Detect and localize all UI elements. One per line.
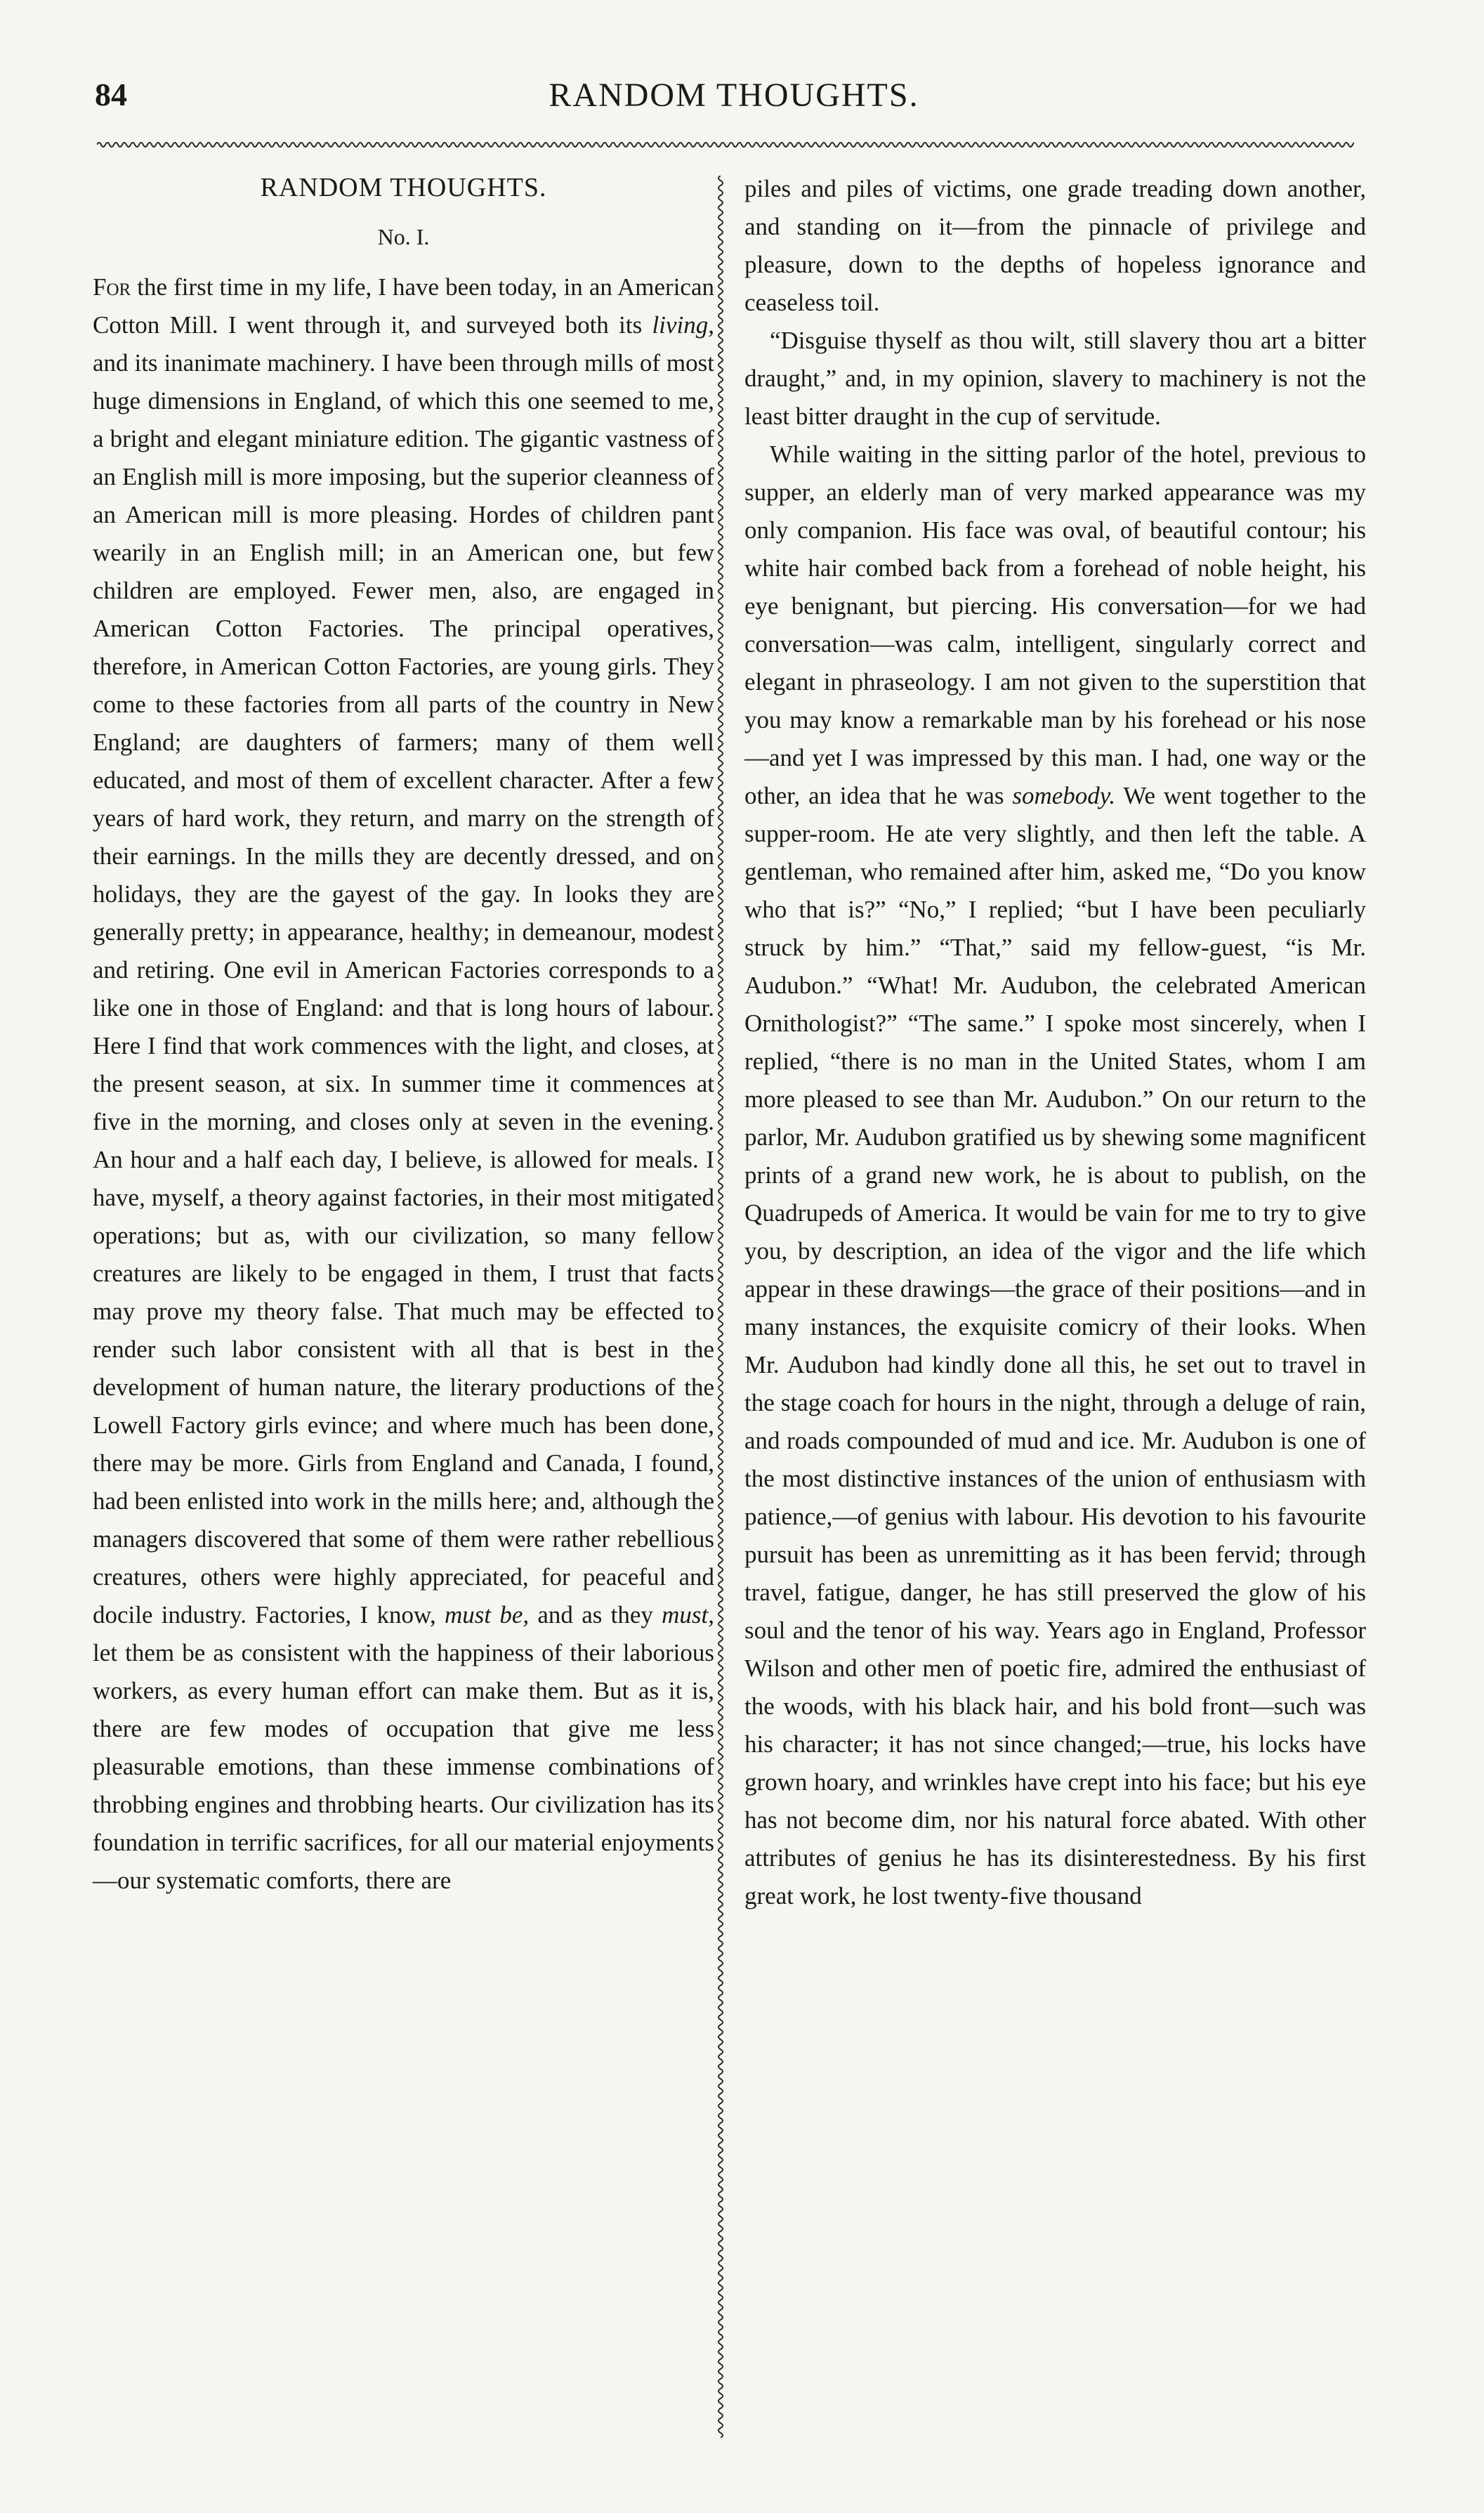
emphasis: must be, [444, 1601, 530, 1628]
running-title: RANDOM THOUGHTS. [549, 77, 919, 114]
paragraph: piles and piles of victims, one grade treading down another, and standing on it—from the pinnacle of privilege and pleasure, down to the depths of hopeless ignorance and ceaseless toil. [744, 175, 1366, 316]
text-run: and as they [529, 1601, 662, 1628]
text-run: let them be as consistent with the happiness of their laborious workers, as every human effort can make them. But as it is, there are few modes of occupation that give me less pleasurable emotions, than these immense combinations of throbbing engines and throbbing hearts. Our civilization has its foundation in terrific sacrifices, for all our material enjoyments—our systematic comforts, there are [93, 1639, 714, 1894]
paragraph: “Disguise thyself as thou wilt, still slavery thou art a bitter draught,” and, in my opinion, slavery to machinery is not the least bitter draught in the cup of servitude. [744, 327, 1366, 430]
header-wavy-rule [97, 139, 1354, 150]
left-column [93, 169, 714, 1900]
paragraph [744, 436, 1366, 1915]
article-number: No. I. [377, 224, 430, 249]
paragraph [93, 268, 714, 1900]
right-column [744, 170, 1366, 1915]
emphasis: somebody. [1012, 782, 1116, 809]
emphasis: living, [652, 311, 714, 339]
running-head [88, 76, 1380, 125]
page-number: 84 [95, 77, 127, 112]
article-title: RANDOM THOUGHTS. [260, 173, 547, 202]
text-run: We went together to the supper-room. He ate very slightly, and then left the table. A gentleman, who remained after him, asked me, “Do you know who that is?” “No,” I replied; “but I have been peculiarly struck by him.” “That,” said my fellow-guest, “is Mr. Audubon.” “What! Mr. Audubon, the celebrated American Ornithologist?” “The same.” I spoke most sincerely, when I replied, “there is no man in the United States, whom I am more pleased to see than Mr. Audubon.” On our return to the parlor, Mr. Audubon gratified us by shewing some magnificent prints of a grand new work, he is about to publish, on the Quadrupeds of America. It would be vain for me to try to give you, by description, an idea of the vigor and the life which appear in these drawings—the grace of their positions—and in many instances, the exquisite comicry of their looks. When Mr. Audubon had kindly done all this, he set out to travel in the stage coach for hours in the night, through a deluge of rain, and roads compounded of mud and ice. Mr. Audubon is one of the most distinctive instances of the union of enthusiasm with patience,—of genius with labour. His devotion to his favourite pursuit has been as unremitting as it has been fervid; through travel, fatigue, danger, he has still preserved the glow of his soul and the tenor of his way. Years ago in England, Professor Wilson and other men of poetic fire, admired the enthusiast of the woods, with his black hair, and his bold front—such was his character; it has not since changed;—true, his locks have grown hoary, and wrinkles have crept into his face; but his eye has not become dim, nor his natural force abated. With other attributes of genius he has its disinterestedness. By his first great work, he lost twenty-five thousand [744, 782, 1366, 1910]
text-run: While waiting in the sitting parlor of the hotel, previous to supper, an elderly man of very marked appearance was my only companion. His face was oval, of beautiful contour; his white hair combed back from a forehead of noble height, his eye benignant, but piercing. His conversation—for we had conversation—was calm, intelligent, singularly correct and elegant in phraseology. I am not given to the superstition that you may know a remarkable man by his forehead or his nose—and yet I was impressed by this man. I had, one way or the other, an idea that he was [744, 440, 1366, 809]
text-run: and its inanimate machinery. I have been through mills of most huge dimensions in England, of which this one seemed to me, a bright and elegant miniature edition. The gigantic vastness of an English mill is more imposing, but the superior cleanness of an American mill is more pleasing. Hordes of children pant wearily in an English mill; in an American one, but few children are employed. Fewer men, also, are engaged in American Cotton Factories. The principal operatives, therefore, in American Cotton Factories, are young girls. They come to these factories from all parts of the country in New England; are daughters of farmers; many of them well educated, and most of them of excellent character. After a few years of hard work, they return, and marry on the strength of their earnings. In the mills they are decently dressed, and on holidays, they are the gayest of the gay. In looks they are generally pretty; in appearance, healthy; in demeanour, modest and retiring. One evil in American Factories corresponds to a like one in those of England: and that is long hours of labour. Here I find that work commences with the light, and closes, at the present season, at six. In summer time it commences at five in the morning, and closes only at seven in the evening. An hour and a half each day, I believe, is allowed for meals. I have, myself, a theory against factories, in their most mitigated operations; but as, with our civilization, so many fellow creatures are likely to be engaged in them, I trust that facts may prove my theory false. That much may be effected to render such labor consistent with all that is best in the development of human nature, the literary productions of the Lowell Factory girls evince; and where much has been done, there may be more. Girls from England and Canada, I found, had been enlisted into work in the mills here; and, although the managers discovered that some of them were rather rebellious creatures, others were highly appreciated, for peaceful and docile industry. Factories, I know, [93, 349, 714, 1628]
column-divider [715, 176, 726, 2438]
text-run: the first time in my life, I have been today, in an American Cotton Mill. I went through it, and surveyed both its [93, 273, 714, 339]
lead-word: For [93, 273, 131, 301]
emphasis: must, [662, 1601, 715, 1628]
